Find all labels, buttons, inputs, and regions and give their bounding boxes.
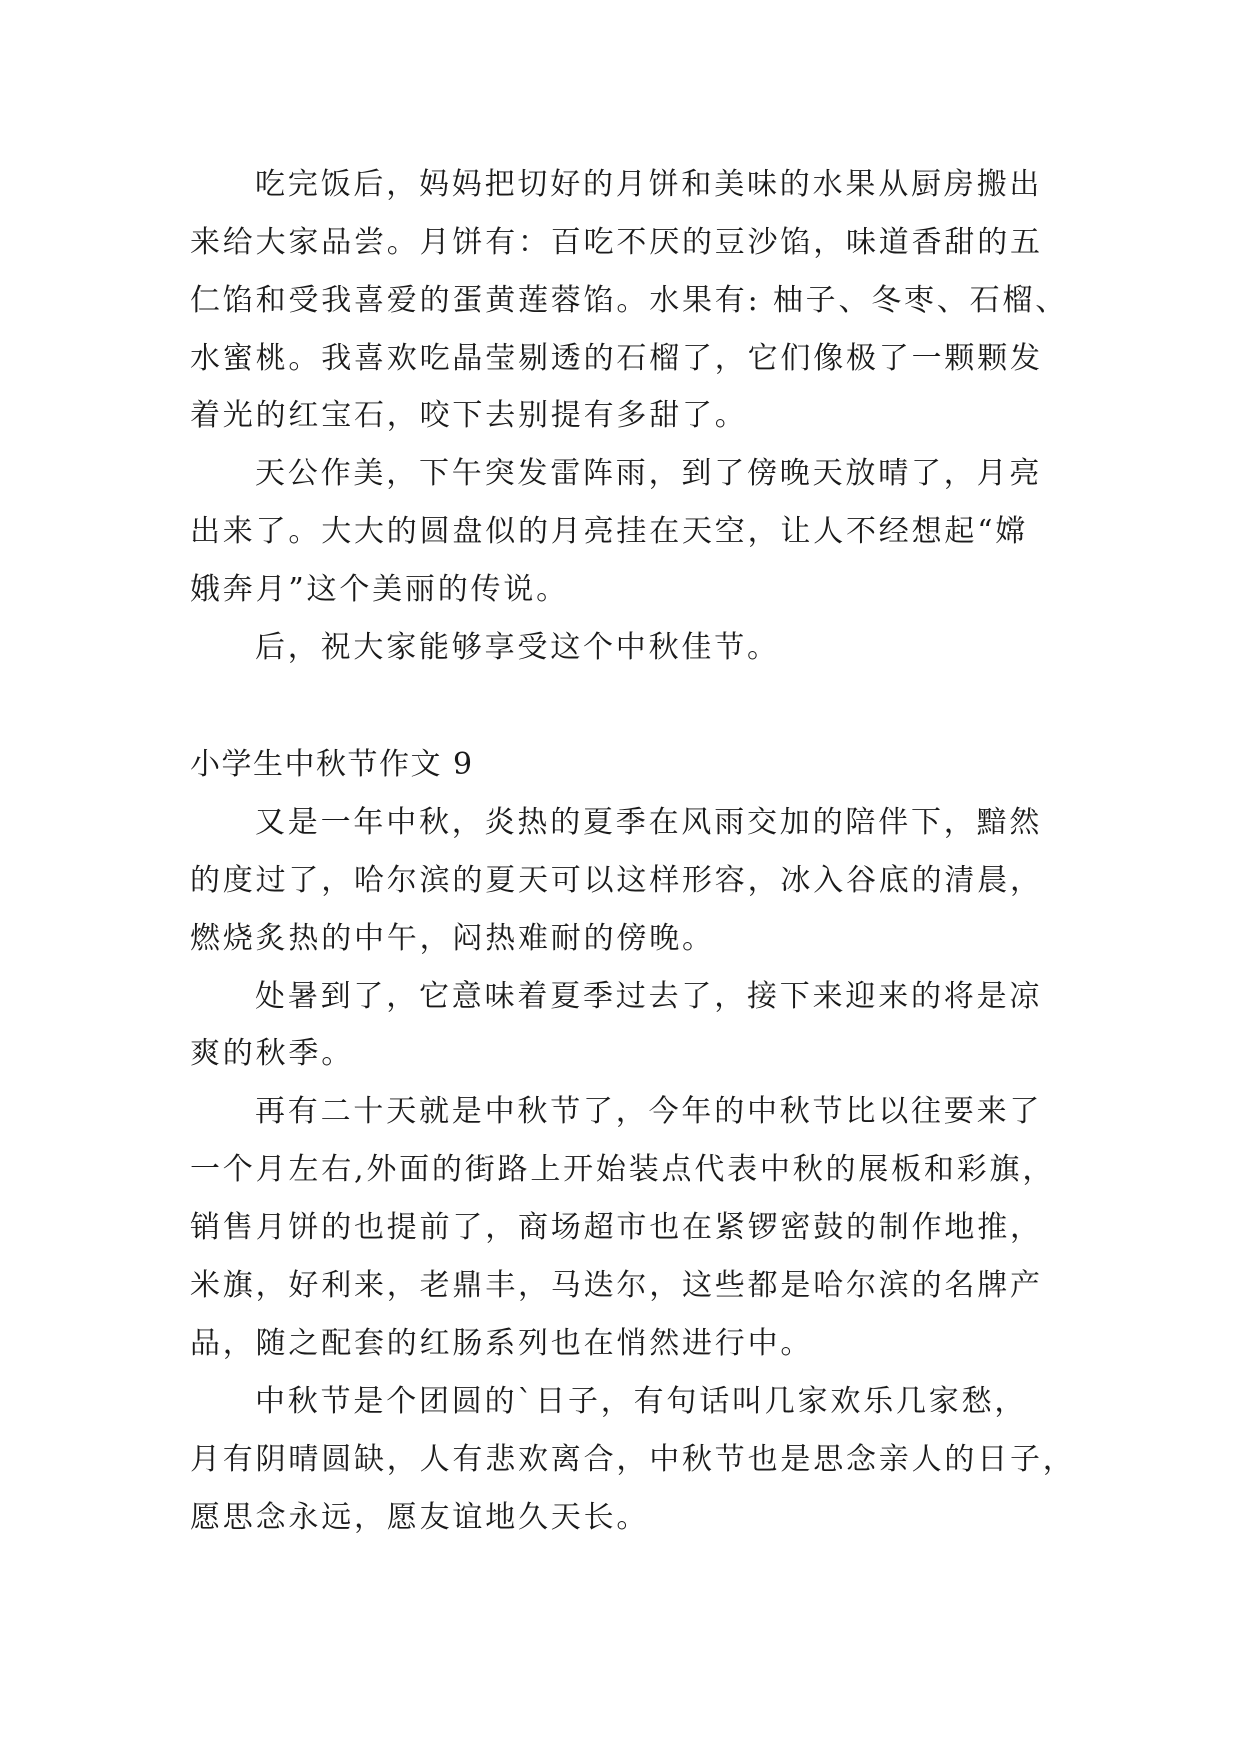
paragraph-line: 燃烧炙热的中午，闷热难耐的傍晚。	[190, 921, 715, 956]
paragraph-line: 月有阴晴圆缺，人有悲欢离合，中秋节也是思念亲人的日子，	[190, 1442, 1076, 1477]
paragraph-line: 愿思念永远，愿友谊地久天长。	[190, 1500, 650, 1535]
paragraph-line: 再有二十天就是中秋节了，今年的中秋节比以往要来了	[255, 1094, 1043, 1129]
paragraph-line: 水蜜桃。我喜欢吃晶莹剔透的石榴了，它们像极了一颗颗发	[190, 341, 1043, 376]
paragraph-line: 天公作美，下午突发雷阵雨，到了傍晚天放晴了，月亮	[255, 456, 1043, 491]
paragraph-line: 品，随之配套的红肠系列也在悄然进行中。	[190, 1326, 814, 1361]
paragraph-line: 着光的红宝石，咬下去别提有多甜了。	[190, 398, 748, 433]
paragraph-line: 销售月饼的也提前了，商场超市也在紧锣密鼓的制作地推，	[190, 1210, 1043, 1245]
paragraph-line: 吃完饭后，妈妈把切好的月饼和美味的水果从厨房搬出	[255, 167, 1043, 202]
paragraph-line: 出来了。大大的圆盘似的月亮挂在天空，让人不经想起“嫦	[190, 514, 1029, 549]
section-title: 小学生中秋节作文 9	[190, 747, 474, 782]
paragraph-line: 处暑到了，它意味着夏季过去了，接下来迎来的将是凉	[255, 979, 1043, 1014]
paragraph-line: 又是一年中秋，炎热的夏季在风雨交加的陪伴下，黯然	[255, 805, 1043, 840]
paragraph-line: 的度过了，哈尔滨的夏天可以这样形容，冰入谷底的清晨，	[190, 863, 1043, 898]
paragraph-line: 娥奔月”这个美丽的传说。	[190, 572, 569, 607]
paragraph-line: 后，祝大家能够享受这个中秋佳节。	[255, 630, 780, 665]
paragraph-line: 一个月左右,外面的街路上开始装点代表中秋的展板和彩旗，	[190, 1152, 1056, 1187]
paragraph-line: 仁馅和受我喜爱的蛋黄莲蓉馅。水果有: 柚子、冬枣、石榴、	[190, 283, 1069, 318]
paragraph-line: 来给大家品尝。月饼有：百吃不厌的豆沙馅，味道香甜的五	[190, 225, 1043, 260]
paragraph-line: 爽的秋季。	[190, 1036, 354, 1071]
paragraph-line: 米旗，好利来，老鼎丰，马迭尔，这些都是哈尔滨的名牌产	[190, 1268, 1043, 1303]
paragraph-line: 中秋节是个团圆的`日子，有句话叫几家欢乐几家愁，	[255, 1384, 1028, 1419]
